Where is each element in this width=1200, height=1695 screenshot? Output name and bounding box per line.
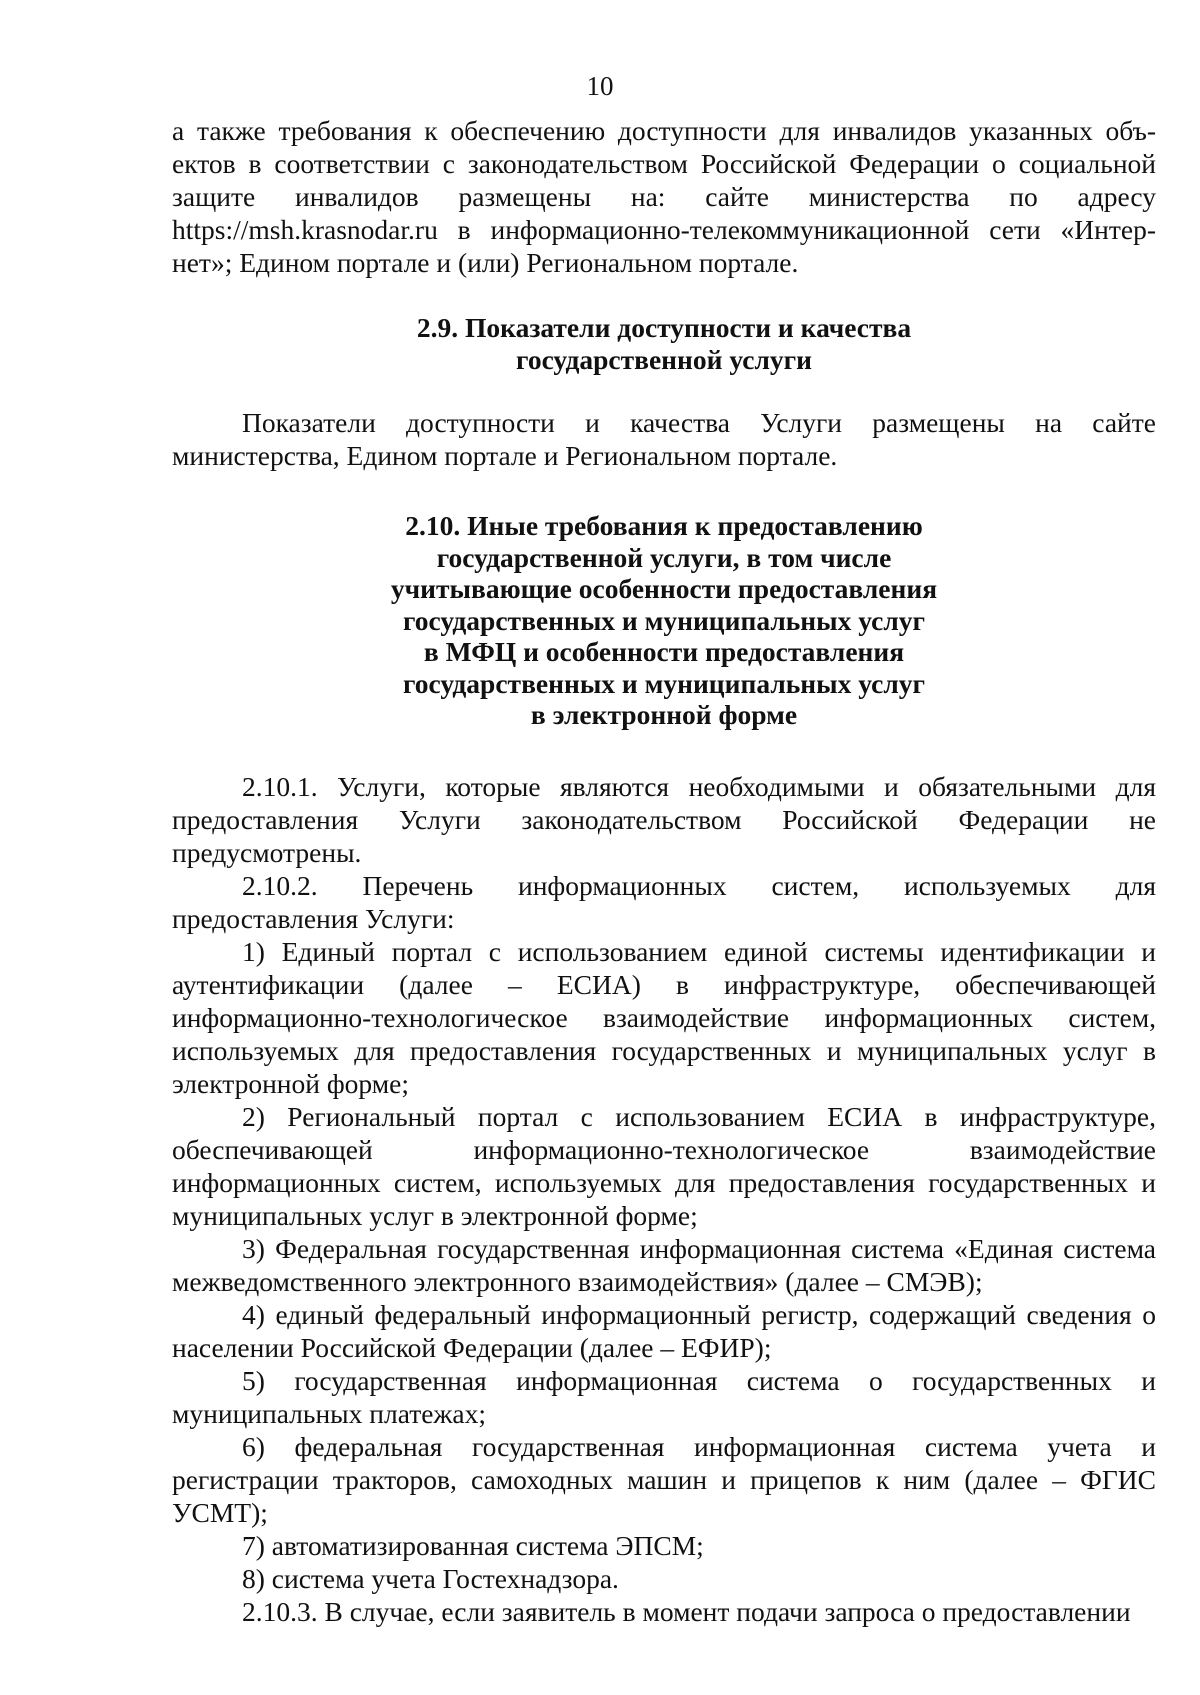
heading-line: государственных и муниципальных услуг xyxy=(402,667,926,699)
list-item: 1) Единый портал с использованием единой системы идентификации и аутентификации (далее – ЕСИА) в инфраструктуре, обеспечивающей информационно-технологическое взаимодействие информационных систем, используемых для предоставления государственных и муниципальных услуг в электронной форме; xyxy=(172,936,1156,1099)
intro-line: защите инвалидов размещены на: сайте министерства по адресу xyxy=(172,181,1156,212)
section-2-9-heading xyxy=(172,312,1156,375)
intro-line: https://msh.krasnodar.ru в информационно-телекоммуникационной сети «Интер- xyxy=(172,214,1156,245)
heading-line: 2.9. Показатели доступности и качества xyxy=(416,312,912,343)
heading-line: государственных и муниципальных услуг xyxy=(402,604,926,636)
paragraph-2-10-2: 2.10.2. Перечень информационных систем, используемых для предоставления Услуги: xyxy=(172,870,1156,934)
list-item: 2) Региональный портал с использованием ЕСИА в инфраструктуре, обеспечивающей информационно-технологическое взаимодействие информационных систем, используемых для предоставления государственных и муниципальных услуг в электронной форме; xyxy=(172,1101,1156,1231)
list-item: 5) государственная информационная система о государственных и муниципальных платежах; xyxy=(172,1365,1156,1429)
heading-line: государственной услуги, в том числе xyxy=(436,541,892,573)
section-2-10-heading xyxy=(172,510,1156,731)
list-item: 8) система учета Гостехнадзора. xyxy=(242,1563,619,1594)
intro-line: нет»; Едином портале и (или) Региональном портале. xyxy=(172,247,799,278)
section-2-10-body xyxy=(172,770,1156,1628)
heading-line: 2.10. Иные требования к предоставлению xyxy=(405,510,923,541)
page-number: 10 xyxy=(586,71,614,101)
paragraph-2-10-3: 2.10.3. В случае, если заявитель в момент подачи запроса о предоставлении xyxy=(242,1596,1131,1627)
paragraph-2-10-1: 2.10.1. Услуги, которые являются необходимыми и обязательными для предоставления Услуги законодательством Российской Федерации не предусмотрены. xyxy=(172,771,1156,868)
heading-line: в МФЦ и особенности предоставления xyxy=(423,636,905,667)
list-item: 6) федеральная государственная информационная система учета и регистрации тракторов, самоходных машин и прицепов к ним (далее – ФГИС УСМТ); xyxy=(172,1431,1156,1528)
list-item: 7) автоматизированная система ЭПСМ; xyxy=(242,1530,704,1561)
intro-line: а также требования к обеспечению доступности для инвалидов указанных объ- xyxy=(172,115,1156,146)
heading-line: учитывающие особенности предоставления xyxy=(390,573,938,604)
intro-paragraph xyxy=(172,114,1156,279)
section-2-9-body xyxy=(172,406,1156,472)
heading-line: в электронной форме xyxy=(530,699,798,730)
list-item: 3) Федеральная государственная информационная система «Единая система межведомственного электронного взаимодействия» (далее – СМЭВ); xyxy=(172,1233,1156,1297)
section-2-9-paragraph: Показатели доступности и качества Услуги размещены на сайте министерства, Едином портале и Региональном портале. xyxy=(172,407,1156,471)
intro-line: ектов в соответствии с законодательством Российской Федерации о социальной xyxy=(172,148,1156,179)
heading-line: государственной услуги xyxy=(516,343,812,375)
list-item: 4) единый федеральный информационный регистр, содержащий сведения о населении Российской Федерации (далее – ЕФИР); xyxy=(172,1299,1156,1363)
